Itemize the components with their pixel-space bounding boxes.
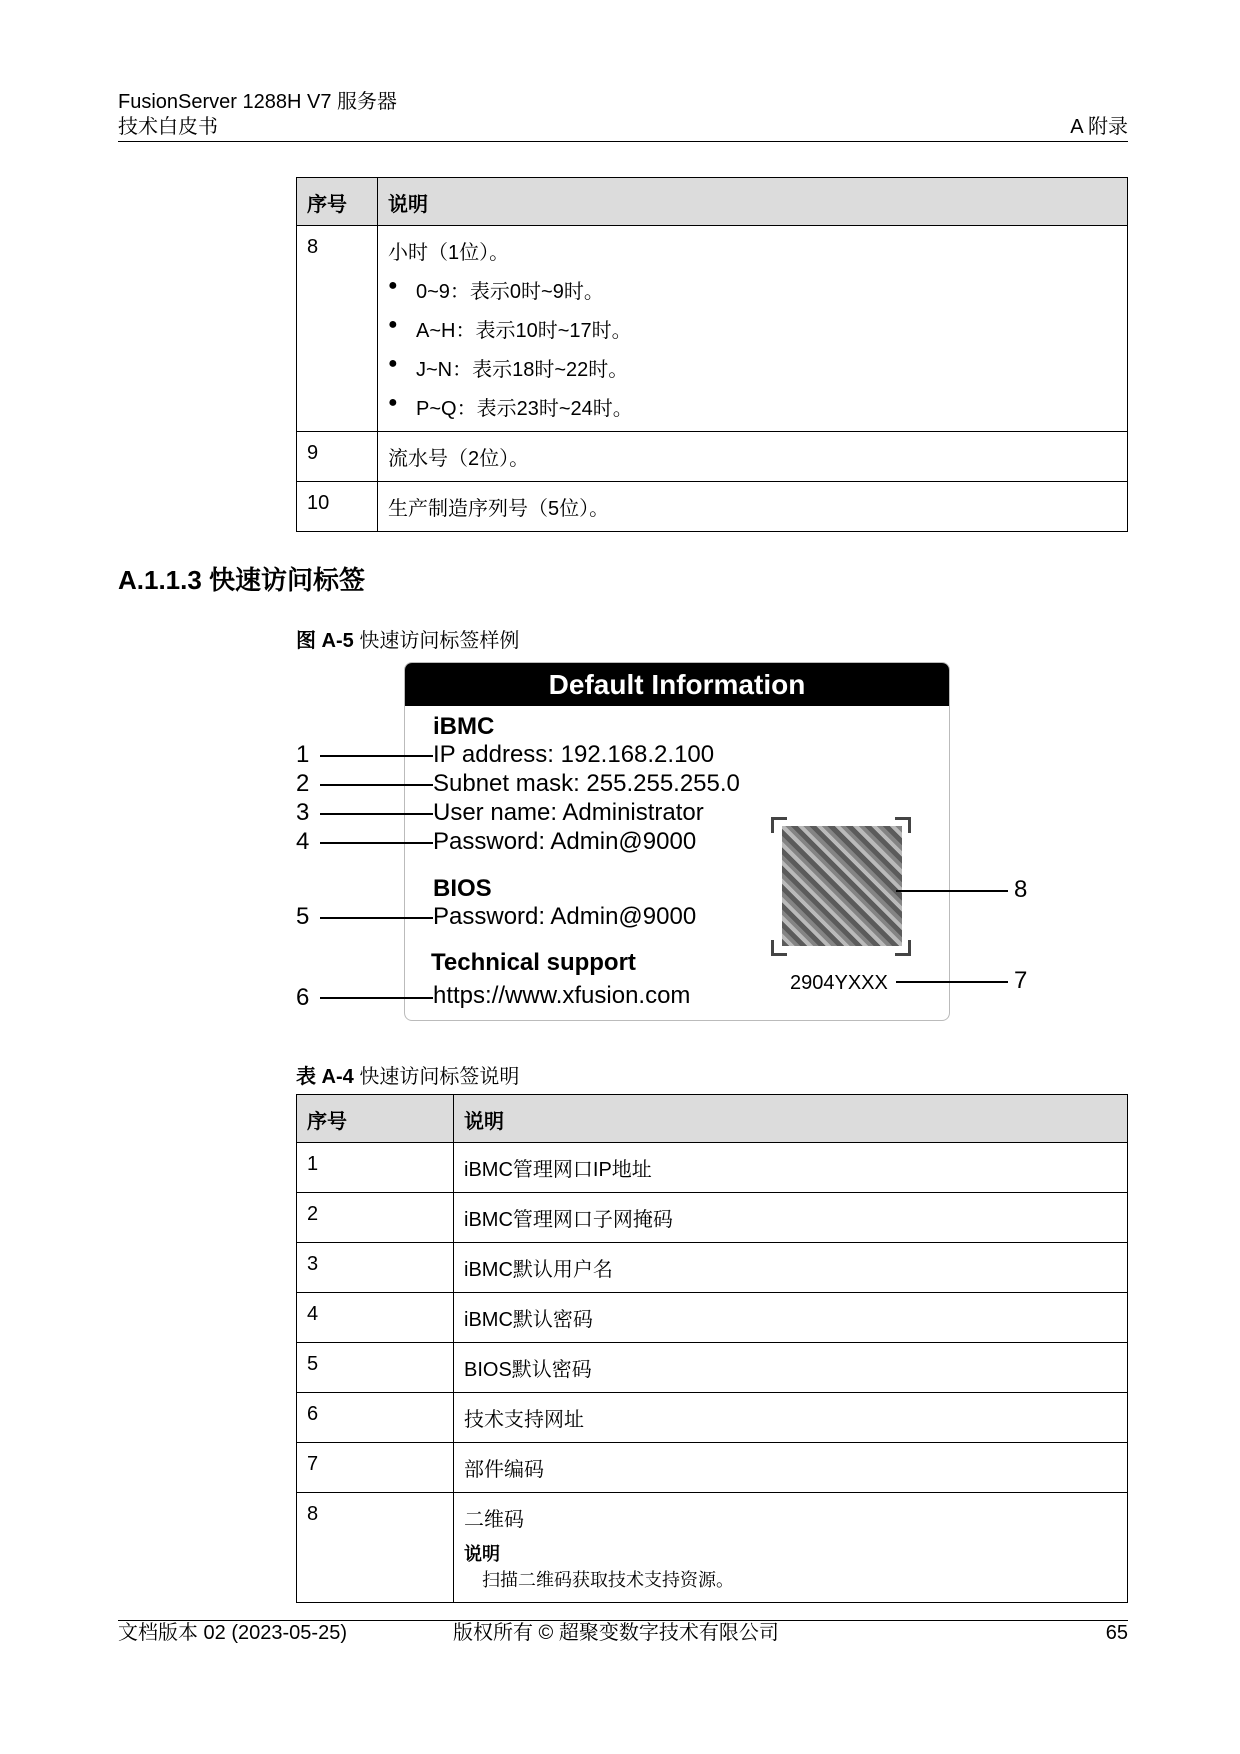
- note-label: 说明: [464, 1544, 500, 1564]
- label-table: [296, 1094, 1128, 1603]
- callout-line: [896, 981, 1008, 983]
- cell-no: 6: [297, 1393, 454, 1443]
- caption-num: 表 A-4: [296, 1066, 354, 1088]
- callout-line: [320, 784, 433, 786]
- note-text: 扫描二维码获取技术支持资源。: [482, 1570, 734, 1590]
- header-rule: [118, 141, 1128, 142]
- footer-version: 文档版本 02 (2023-05-25): [118, 1622, 347, 1644]
- ibmc-heading: iBMC: [433, 713, 495, 740]
- cell-desc: 生产制造序列号（5位）。: [378, 482, 1128, 532]
- table-row: [297, 1393, 1128, 1443]
- callout-number: 5: [296, 903, 310, 930]
- col-header: 说明: [454, 1095, 1128, 1143]
- cell-desc: 部件编码: [454, 1443, 1128, 1493]
- callout-number: 4: [296, 828, 310, 855]
- header-product: FusionServer 1288H V7 服务器: [118, 91, 398, 113]
- bullet-item: ● J~N：表示18时~22时。: [388, 353, 1117, 382]
- bullet-item: ● P~Q：表示23时~24时。: [388, 392, 1117, 421]
- caption-text: 快速访问标签说明: [353, 1066, 520, 1088]
- desc-text: 二维码: [464, 1509, 524, 1531]
- qr-corner: [895, 940, 911, 956]
- cell-no: 3: [297, 1243, 454, 1293]
- callout-number: 6: [296, 984, 310, 1011]
- callout-number: 8: [1014, 876, 1028, 903]
- caption-num: 图 A-5: [296, 630, 354, 652]
- callout-line: [320, 917, 433, 919]
- user-name: User name: Administrator: [433, 799, 704, 826]
- cell-no: 4: [297, 1293, 454, 1343]
- ip-address: IP address: 192.168.2.100: [433, 741, 715, 768]
- page-number: 65: [1105, 1622, 1128, 1644]
- qr-corner: [771, 817, 787, 833]
- table-row: [297, 1143, 1128, 1193]
- table-row: [297, 1193, 1128, 1243]
- table-row: [297, 1493, 1128, 1603]
- ibmc-password: Password: Admin@9000: [433, 828, 697, 855]
- cell-desc: iBMC默认密码: [454, 1293, 1128, 1343]
- serial-table: [296, 177, 1128, 532]
- table-row: [297, 432, 1128, 482]
- table-row: [297, 226, 1128, 432]
- cell-no: 9: [297, 432, 378, 482]
- support-url: https://www.xfusion.com: [433, 982, 691, 1009]
- col-header: 序号: [297, 178, 378, 226]
- cell-desc: iBMC默认用户名: [454, 1243, 1128, 1293]
- qr-code: [782, 826, 902, 946]
- callout-number: 7: [1014, 967, 1028, 994]
- cell-no: 8: [297, 1493, 454, 1603]
- cell-desc: BIOS默认密码: [454, 1343, 1128, 1393]
- bullet-item: ● A~H：表示10时~17时。: [388, 314, 1117, 343]
- cell-desc: 技术支持网址: [454, 1393, 1128, 1443]
- callout-number: 3: [296, 799, 310, 826]
- bios-heading: BIOS: [433, 875, 492, 902]
- callout-number: 2: [296, 770, 310, 797]
- cell-desc: [454, 1493, 1128, 1603]
- col-header: 说明: [378, 178, 1128, 226]
- col-header: 序号: [297, 1095, 454, 1143]
- cell-no: 2: [297, 1193, 454, 1243]
- header-doc: 技术白皮书: [118, 116, 218, 138]
- callout-line: [320, 997, 433, 999]
- cell-no: 5: [297, 1343, 454, 1393]
- footer-copyright: 版权所有 © 超聚变数字技术有限公司: [453, 1622, 779, 1644]
- figure-caption: [296, 624, 519, 653]
- qr-corner: [895, 817, 911, 833]
- table-row: [297, 482, 1128, 532]
- part-code: 2904YXXX: [790, 972, 888, 994]
- bullet-item: ● 0~9：表示0时~9时。: [388, 275, 1117, 304]
- cell-desc: iBMC管理网口子网掩码: [454, 1193, 1128, 1243]
- callout-line: [320, 813, 433, 815]
- table-row: [297, 1443, 1128, 1493]
- cell-desc: [378, 226, 1128, 432]
- callout-line: [320, 755, 433, 757]
- cell-desc: 流水号（2位）。: [378, 432, 1128, 482]
- bios-password: Password: Admin@9000: [433, 903, 697, 930]
- table-caption: [296, 1060, 519, 1089]
- qr-corner: [771, 940, 787, 956]
- table-row: [297, 1343, 1128, 1393]
- callout-line: [320, 842, 433, 844]
- callout-number: 1: [296, 741, 310, 768]
- section-title: A.1.1.3 快速访问标签: [118, 565, 366, 595]
- cell-no: 7: [297, 1443, 454, 1493]
- cell-no: 8: [297, 226, 378, 432]
- caption-text: 快速访问标签样例: [353, 630, 520, 652]
- table-row: [297, 1243, 1128, 1293]
- support-heading: Technical support: [431, 949, 636, 976]
- cell-no: 1: [297, 1143, 454, 1193]
- subnet-mask: Subnet mask: 255.255.255.0: [433, 770, 740, 797]
- cell-desc: iBMC管理网口IP地址: [454, 1143, 1128, 1193]
- table-row: [297, 1293, 1128, 1343]
- callout-line: [896, 890, 1008, 892]
- header-chapter: A 附录: [1070, 116, 1128, 138]
- cell-no: 10: [297, 482, 378, 532]
- label-title: Default Information: [405, 663, 949, 706]
- desc-text: 小时（1位）。: [388, 242, 510, 264]
